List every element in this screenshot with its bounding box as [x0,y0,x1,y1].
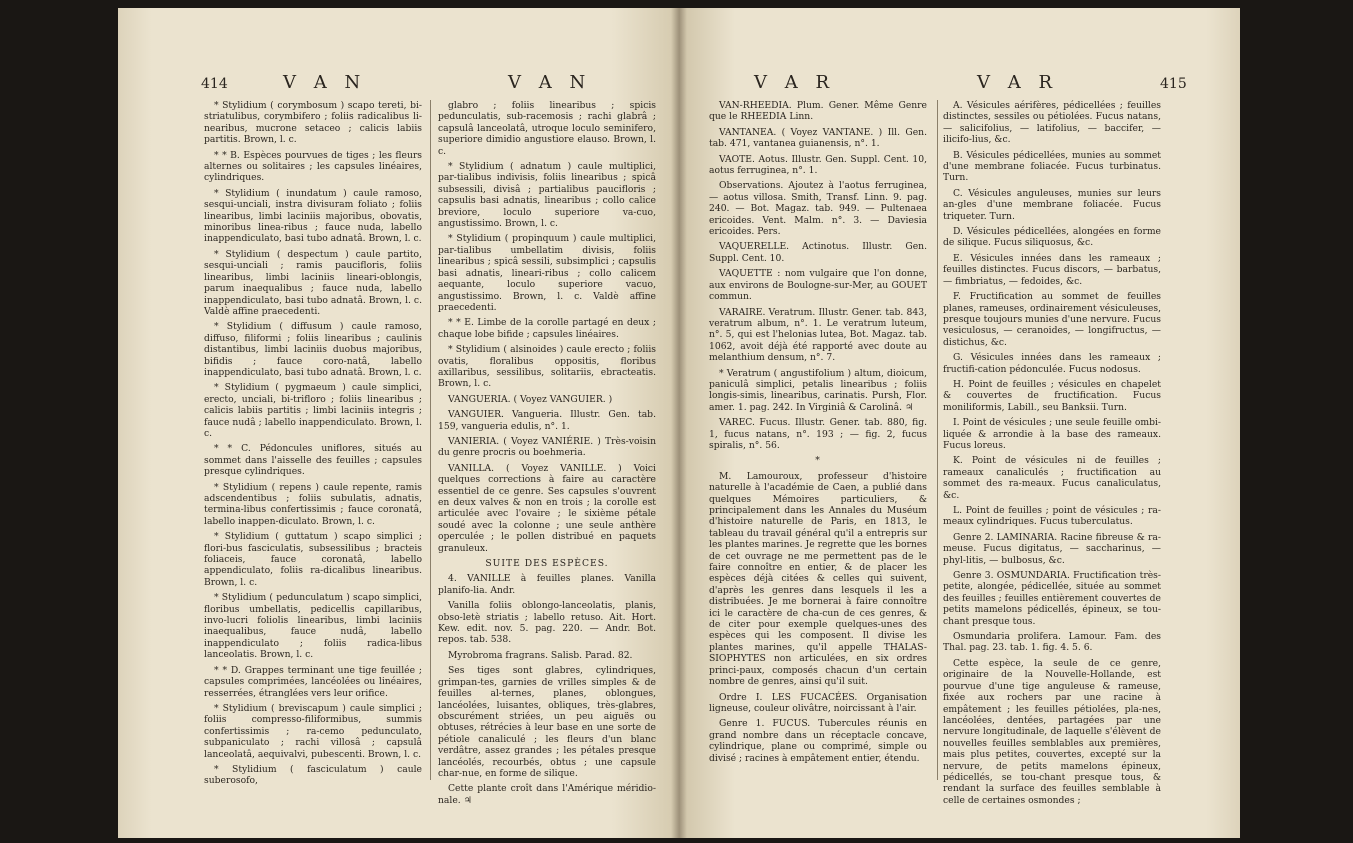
paragraph: 4. VANILLE à feuilles planes. Vanilla planifo-lia. Andr. [438,573,656,596]
paragraph: VANGUERIA. ( Voyez VANGUIER. ) [448,393,613,405]
paragraph: E. Vésicules innées dans les rameaux ; feuilles distinctes. Fucus discors, — barbatus, — fimbriatus, — fedoides, &c. [943,252,1161,287]
running-head-left: V A R [754,72,835,93]
paragraph: * Veratrum ( angustifolium ) altum, dioicum, paniculâ simplici, petalis linearibus ; foliis longis-simis, linearibus, carinatis. Pursh, Flor. amer. 1. pag. 242. In Virginiâ & Carolinâ. ♃ [709,367,927,413]
paragraph: Cette plante croît dans l'Amérique méridio-nale. ♃ [438,783,656,806]
paragraph: Ses tiges sont glabres, cylindriques, grimpan-tes, garnies de vrilles simples & de feuilles al-ternes, planes, oblongues, lancéolées, luisantes, obliques, très-glabres, obscurément striées, un peu aiguës ou obtuses, rétrécies à leur base en une sorte de pétiole canaliculé ; les fleurs d'un blanc verdâtre, assez grandes ; les pétales presque lancéolés, recourbés, obtus ; une capsule char-nue, en forme de silique. [438,665,656,779]
paragraph: VANILLA. ( Voyez VANILLE. ) Voici quelques corrections à faire au caractère essentiel de ce genre. Ses capsules s'ouvrent en deux valves & non en trois ; la corolle est articulée avec l'ovaire ; le sixième pétale soudé avec la colonne ; une seule anthère operculée ; le pollen distribué en paquets granuleux. [438,462,656,554]
paragraph: * Stylidium ( despectum ) caule partito, sesqui-unciali ; ramis paucifloris, foliis linearibus, limbi laciniis lineari-oblongis, parum inaequalibus ; fauce nuda, labello inappendiculato, basi tubo adnatâ. Brown, l. c. Valdè affine praecedenti. [204,248,422,317]
paragraph: * Stylidium ( alsinoides ) caule erecto ; foliis ovatis, floralibus oppositis, floribus axillaribus, sessilibus, solitariis, ebracteatis. Brown, l. c. [438,344,656,390]
right-page-column-1 [709,100,927,768]
paragraph: B. Vésicules pédicellées, munies au sommet d'une membrane foliacée. Fucus turbinatus. Turn. [943,149,1161,184]
paragraph: Genre 3. OSMUNDARIA. Fructification très-petite, alongée, pédicellée, située au sommet des feuilles ; feuilles entièrement couvertes de petits mamelons pédicellés, épineux, se tou-chant presque tous. [943,570,1161,627]
paragraph: glabro ; foliis linearibus ; spicis pedunculatis, sub-racemosis ; rachi glabrâ ; capsulâ lanceolatâ, utroque loculo seminifero, superiore dimidio angustiore elauso. Brown, l. c. [438,100,656,157]
paragraph: I. Point de vésicules ; une seule feuille ombi-liquée & arrondie à la base des rameaux. Fucus loreus. [943,417,1161,451]
paragraph: Osmundaria prolifera. Lamour. Fam. des Thal. pag. 23. tab. 1. fig. 4. 5. 6. [943,631,1161,654]
paragraph: * Stylidium ( diffusum ) caule ramoso, diffuso, filiformi ; foliis linearibus ; caulinis distantibus, limbi laciniis duobus majoribus, bifidis ; fauce coro-natâ, labello inappendiculato, basi tubo adnatâ. Brown, l. c. [204,321,422,378]
paragraph: VAN-RHEEDIA. Plum. Gener. Même Genre que le RHEEDIA Linn. [709,100,927,123]
paragraph: C. Vésicules anguleuses, munies sur leurs an-gles d'une membrane foliacée. Fucus triqueter. Turn. [943,187,1161,222]
paragraph: * Stylidium ( pygmaeum ) caule simplici, erecto, unciali, bi-trifloro ; foliis linearibus ; calicis labiis partitis ; limbi laciniis integris ; fauce nudâ ; labello inappendiculato. Brown, l. c. [204,382,422,439]
paragraph: * * E. Limbe de la corolle partagé en deux ; chaque lobe bifide ; capsules linéaires. [438,317,656,340]
paragraph: VAQUERELLE. Actinotus. Illustr. Gen. Suppl. Cent. 10. [709,241,927,264]
paragraph: * Stylidium ( corymbosum ) scapo tereti, bi-striatulibus, corymbifero ; foliis radicalibus li-nearibus, mucrone setaceo ; calicis labiis partitis. Brown, l. c. [204,100,422,146]
paragraph: VAQUETTE : nom vulgaire que l'on donne, aux environs de Boulogne-sur-Mer, au GOUET commun. [709,268,927,303]
right-page [679,8,1240,838]
paragraph: L. Point de feuilles ; point de vésicules ; ra-meaux cylindriques. Fucus tuberculatus. [943,505,1161,528]
paragraph: VAREC. Fucus. Illustr. Gener. tab. 880, fig. 1, fucus natans, n°. 193 ; — fig. 2, fucus spiralis, n°. 56. [709,417,927,451]
running-head-right: V A R [977,72,1058,93]
paragraph: * Stylidium ( pedunculatum ) scapo simplici, floribus umbellatis, pedicellis capillaribus, invo-lucri foliolis linearibus, limbi laciniis inaequalibus, fauce nudâ, labello inappendiculato ; foliis radica-libus lanceolatis. Brown, l. c. [204,592,422,661]
page-number: 415 [1160,76,1187,92]
paragraph: * Stylidium ( guttatum ) scapo simplici ; flori-bus fasciculatis, subsessilibus ; bracteis foliaceis, fauce coronatâ, labello appendiculato, foliis ra-dicalibus linearibus. Brown, l. c. [204,531,422,588]
paragraph: VANGUIER. Vangueria. Illustr. Gen. tab. 159, vangueria edulis, n°. 1. [438,409,656,432]
left-page-column-2 [438,100,656,810]
paragraph: * * C. Pédoncules uniflores, situés au sommet dans l'aisselle des feuilles ; capsules presque cylindriques. [204,443,422,478]
paragraph: Ordre I. LES FUCACÉES. Organisation ligneuse, couleur olivâtre, noircissant à l'air. [709,691,927,714]
paragraph: * Stylidium ( adnatum ) caule multiplici, par-tialibus indivisis, foliis linearibus ; spicâ subsessili, divisâ ; partialibus paucifloris ; capsulis basi adnatis, linearibus ; collo calice breviore, loculo superiore va-cuo, angustissimo. Brown, l. c. [438,161,656,230]
paragraph: H. Point de feuilles ; vésicules en chapelet & couvertes de fructification. Fucus moniliformis, Labill., seu Banksii. Turn. [943,378,1161,413]
book-spread [118,8,1240,838]
paragraph: VAOTE. Aotus. Illustr. Gen. Suppl. Cent. 10, aotus ferruginea, n°. 1. [709,153,927,177]
paragraph: D. Vésicules pédicellées, alongées en forme de silique. Fucus siliquosus, &c. [943,226,1161,249]
paragraph: Cette espèce, la seule de ce genre, originaire de la Nouvelle-Hollande, est pourvue d'une tige anguleuse & rameuse, fixée aux rochers par une racine à empâtement ; les feuilles pétiolées, pla-nes, lancéolées, dentées, partagées par une nervure longitudinale, de laquelle s'élèvent de nouvelles feuilles semblables aux premières, mais plus petites, couvertes, excepté sur la nervure, de petits mamelons épineux, pédicellés, se tou-chant presque tous, & rendant la surface des feuilles semblable à celle de certaines osmondes ; [943,657,1161,806]
paragraph: * Stylidium ( propinquum ) caule multiplici, par-tialibus umbellatim divisis, foliis linearibus ; spicâ sessili, subsimplici ; capsulis basi adnatis, lineari-ribus ; collo calicem aequante, loculo superiore vacuo, angustissimo. Brown, l. c. Valdè affine praecedenti. [438,233,656,313]
left-page-column-1 [204,100,422,791]
paragraph: * Stylidium ( fasciculatum ) caule suberosofo, [204,763,422,787]
left-page [118,8,679,838]
paragraph: * * D. Grappes terminant une tige feuillée ; capsules comprimées, lancéolées ou linéaires, resserrées, étranglées vers leur orifice. [204,664,422,699]
column-separator [430,100,431,780]
paragraph: VARAIRE. Veratrum. Illustr. Gener. tab. 843, veratrum album, n°. 1. Le veratrum luteum, n°. 5, qui est l'helonias lutea, Bot. Magaz. tab. 1062, avoit déjà été rapporté avec doute au melanthium densum, n°. 7. [709,306,927,364]
paragraph: Myrobroma fragrans. Salisb. Parad. 82. [448,649,633,661]
paragraph: G. Vésicules innées dans les rameaux ; fructifi-cation pédonculée. Fucus nodosus. [943,352,1161,375]
paragraph: F. Fructification au sommet de feuilles planes, rameuses, ordinairement vésiculeuses, presque toujours munies d'une nervure. Fucus vesiculosus, — ceranoides, — longifructus, — distichus, &c. [943,291,1161,348]
paragraph: * * B. Espèces pourvues de tiges ; les fleurs alternes ou solitaires ; les capsules linéaires, cylindriques. [204,149,422,184]
paragraph: SUITE DES ESPÈCES. [485,558,609,570]
paragraph: * [815,455,821,467]
right-page-column-2 [943,100,1161,810]
paragraph: * Stylidium ( inundatum ) caule ramoso, sesqui-unciali, instra divisuram foliato ; foliis linearibus, limbi laciniis majoribus, obovatis, minoribus linea-ribus ; fauce nuda, labello inappendiculato, basi tubo adnatâ. Brown, l. c. [204,187,422,245]
book-gutter [671,8,687,838]
running-head-left: V A N [283,72,367,93]
paragraph: * Stylidium ( repens ) caule repente, ramis adscendentibus ; foliis subulatis, adnatis, termina-libus confertissimis ; fauce coronatâ, labello inappen-diculato. Brown, l. c. [204,481,422,527]
paragraph: Genre 1. FUCUS. Tubercules réunis en grand nombre dans un réceptacle concave, cylindrique, plane ou comprimé, simple ou divisé ; racines à empâtement entier, étendu. [709,718,927,764]
column-separator [937,100,938,780]
paragraph: Genre 2. LAMINARIA. Racine fibreuse & ra-meuse. Fucus digitatus, — saccharinus, — phyl-litis, — bulbosus, &c. [943,531,1161,566]
paragraph: M. Lamouroux, professeur d'histoire naturelle à l'académie de Caen, a publié dans quelques Mémoires particuliers, & principalement dans les Annales du Muséum d'histoire naturelle de Paris, en 1813, le tableau du travail général qu'il a entrepris sur les plantes marines. Je regrette que les bornes de cet ouvrage ne me permettent pas de le faire connoître en entier, & de placer les espèces déjà citées & celles qui suivent, d'après les genres dans lesquels il les a distribuées. Je me bornerai à faire connoître ici le caractère de cha-cun de ces genres, & de citer pour exemple quelques-unes des espèces qui les composent. Il divise les plantes marines, qu'il appelle THALAS-SIOPHYTES non articulées, en six ordres princi-paux, composés chacun d'un certain nombre de genres, ainsi qu'il suit. [709,470,927,688]
paragraph: VANIERIA. ( Voyez VANIÉRIE. ) Très-voisin du genre procris ou boehmeria. [438,435,656,459]
paragraph: A. Vésicules aérifères, pédicellées ; feuilles distinctes, sessiles ou pétiolées. Fucus natans, — salicifolius, — latifolius, — baccifer, — ilicifo-lius, &c. [943,100,1161,146]
running-head-right: V A N [508,72,592,93]
paragraph: Observations. Ajoutez à l'aotus ferruginea, — aotus villosa. Smith, Transf. Linn. 9. pag. 240. — Bot. Magaz. tab. 949. — Pultenaea ericoides. Vent. Malm. n°. 3. — Daviesia ericoides. Pers. [709,180,927,238]
paragraph: Vanilla foliis oblongo-lanceolatis, planis, obso-letè striatis ; labello retuso. Ait. Hort. Kew. edit. nov. 5. pag. 220. — Andr. Bot. repos. tab. 538. [438,600,656,646]
paragraph: VANTANEA. ( Voyez VANTANE. ) Ill. Gen. tab. 471, vantanea guianensis, n°. 1. [709,126,927,150]
page-number: 414 [201,76,228,92]
paragraph: K. Point de vésicules ni de feuilles ; rameaux canaliculés ; fructification au sommet des ra-meaux. Fucus canaliculatus, &c. [943,455,1161,501]
paragraph: * Stylidium ( breviscapum ) caule simplici ; foliis compresso-filiformibus, summis confertissimis ; ra-cemo pedunculato, subpaniculato ; rachi villosâ ; capsulâ lanceolatâ, aequivalvi, pubescenti. Brown, l. c. [204,702,422,760]
